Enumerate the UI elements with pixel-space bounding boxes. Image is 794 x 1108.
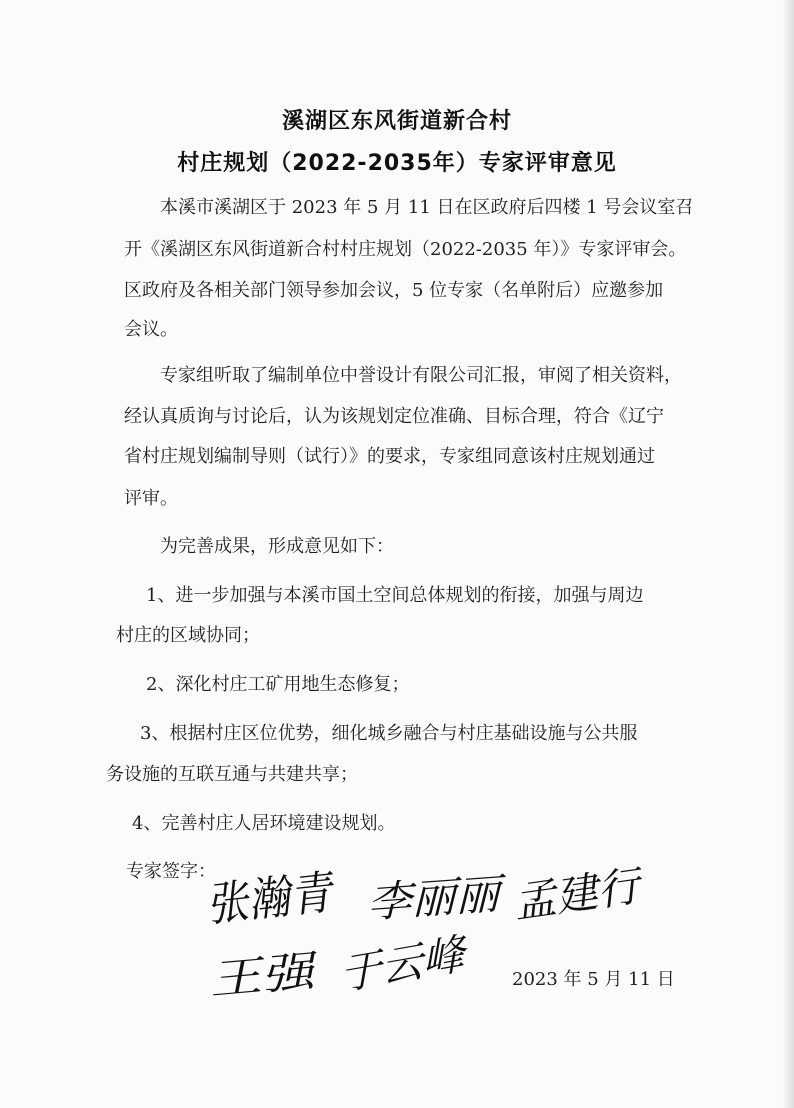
document-date: 2023 年 5 月 11 日: [512, 969, 675, 990]
opinion-item-3-line-1: 3、根据村庄区位优势，细化城乡融合与村庄基础设施与公共服: [140, 723, 638, 744]
page-edge-shadow: [782, 0, 794, 1108]
expert-signature-2: 李丽丽: [365, 868, 510, 928]
paragraph-2-line-2: 经认真质询与讨论后，认为该规划定位准确、目标合理，符合《辽宁: [124, 406, 664, 427]
paragraph-2-line-3: 省村庄规划编制导则（试行）》的要求，专家组同意该村庄规划通过: [124, 446, 655, 467]
signature-label: 专家签字：: [126, 861, 216, 882]
document-title-line1: 溪湖区东风街道新合村: [281, 109, 512, 134]
opinion-item-1-line-2: 村庄的区域协同；: [116, 625, 260, 646]
paragraph-3: 为完善成果，形成意见如下：: [160, 536, 394, 557]
opinion-item-4: 4、完善村庄人居环境建设规划。: [132, 813, 396, 834]
expert-signature-3: 孟建行: [515, 859, 646, 928]
opinion-item-2: 2、深化村庄工矿用地生态修复；: [146, 674, 410, 695]
document-title-line2: 村庄规划（2022-2035年）专家评审意见: [177, 151, 617, 176]
paragraph-1-line-4: 会议。: [124, 319, 178, 340]
expert-signature-1: 张瀚青: [206, 864, 338, 933]
expert-signature-4: 王强: [208, 945, 323, 1005]
expert-signature-5: 于云峰: [339, 927, 473, 1001]
opinion-item-1-line-1: 1、进一步加强与本溪市国土空间总体规划的衔接，加强与周边: [146, 585, 644, 606]
opinion-item-3-line-2: 务设施的互联互通与共建共享；: [106, 764, 358, 785]
paragraph-1-line-3: 区政府及各相关部门领导参加会议，5 位专家（名单附后）应邀参加: [124, 280, 664, 301]
paragraph-1-line-1: 本溪市溪湖区于 2023 年 5 月 11 日在区政府后四楼 1 号会议室召: [160, 197, 694, 218]
paragraph-1-line-2: 开《溪湖区东风街道新合村村庄规划（2022-2035 年）》专家评审会。: [124, 239, 687, 260]
paragraph-2-line-4: 评审。: [124, 488, 178, 509]
paragraph-2-line-1: 专家组听取了编制单位中誉设计有限公司汇报，审阅了相关资料，: [160, 365, 682, 386]
